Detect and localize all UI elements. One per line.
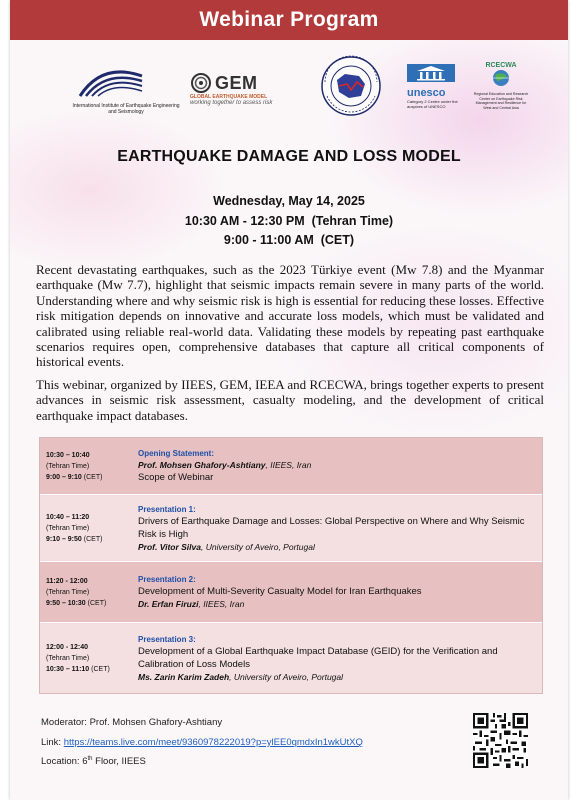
time-cell: [40, 562, 138, 622]
gem-tagline: working together to assess risk: [190, 100, 273, 106]
time-cet: 10:30 – 11:10: [46, 665, 90, 673]
speaker-affiliation: , University of Aveiro, Portugal: [200, 541, 315, 552]
time-cet-line: [46, 598, 138, 609]
gem-logo: [190, 72, 290, 106]
presentation-topic: Development of Multi-Severity Casualty Model for Iran Earthquakes: [138, 586, 422, 597]
time-cell: [40, 495, 138, 561]
time-zone-cet: (CET): [91, 665, 110, 673]
iiees-caption: International Institute of Earthquake Engineering and Seismology: [72, 103, 180, 115]
time-cell: [40, 623, 138, 693]
rcecwa-logo: [473, 62, 529, 110]
teams-meeting-link[interactable]: https://teams.live.com/meet/9360978222019?p=ylEE0qmdxIn1wkUtXQ: [63, 737, 363, 748]
time-cet-line: [46, 534, 138, 545]
section-label: Opening Statement:: [138, 449, 215, 458]
banner: [10, 0, 568, 40]
time-zone-cet: (CET): [87, 599, 107, 607]
time-cet: 9:50 – 10:30: [46, 599, 86, 607]
speaker-affiliation: , IIEES, Iran: [265, 460, 312, 470]
session-note: Scope of Webinar: [138, 472, 214, 483]
unesco-logo: [407, 64, 463, 109]
rcecwa-globe-icon: [473, 69, 529, 87]
event-time-tehran: 10:30 AM - 12:30 PM (Tehran Time): [184, 213, 394, 228]
section-label: Presentation 3:: [138, 634, 196, 644]
ieea-seal: [315, 54, 387, 118]
section-label: Presentation 1:: [138, 504, 196, 514]
speaker-affiliation: , IIEES, Iran: [198, 599, 245, 609]
location-rest: Floor, IIEES: [92, 756, 146, 768]
speaker-line: [138, 598, 536, 610]
location-ordinal: th: [87, 756, 93, 762]
schedule-row: [40, 623, 542, 693]
webinar-title: EARTHQUAKE DAMAGE AND LOSS MODEL: [117, 148, 461, 165]
banner-title: Webinar Program: [199, 8, 379, 31]
time-zone-tehran: (Tehran Time): [46, 654, 90, 662]
time-cet: 9:10 – 9:50: [46, 535, 82, 543]
time-tehran: 10:30 – 10:40: [46, 451, 90, 459]
speaker-line: [138, 459, 536, 471]
time-cet: 9:00 – 9:10: [46, 473, 82, 481]
speaker-name: Dr. Erfan Firuzi: [138, 599, 199, 609]
speaker-name: Ms. Zarin Karim Zadeh: [138, 671, 230, 682]
time-cet-line: [46, 472, 138, 483]
section-label: Presentation 2:: [138, 575, 196, 584]
content-cell: [138, 623, 542, 693]
ieea-seal-icon: [315, 54, 387, 118]
location-line: [41, 756, 146, 767]
speaker-line: [138, 671, 536, 683]
unesco-wordmark: unesco: [407, 87, 446, 99]
speaker-name: Prof. Vitor Silva: [138, 541, 201, 552]
time-zone-tehran: (Tehran Time): [46, 462, 90, 470]
presentation-topic: Development of a Global Earthquake Impact Database (GEID) for the Verification and Calibration of Loss Models: [138, 645, 498, 670]
link-line: [41, 737, 363, 748]
time-zone-cet: (CET): [83, 473, 103, 481]
intro-paragraph: Recent devastating earthquakes, such as the 2023 Türkiye event (Mw 7.8) and the Myanmar earthquake (Mw 7.7), highlight that seismic impacts remain severe in many parts of the world. Understanding where and why seismic risk is high is essential for reducing these losses. Effective risk mitigation depends on innovative and accurate loss models, which must be validated and calibrated using reliable real-world data. Validating these models by repeating past earthquake scenarios requires open, comprehensive databases that capture all critical components of historical events.: [36, 262, 544, 370]
speaker-affiliation: , University of Aveiro, Portugal: [229, 671, 344, 682]
content-cell: [138, 495, 542, 561]
moderator-line: Moderator: Prof. Mohsen Ghafory-Ashtiany: [41, 717, 223, 728]
time-cet-line: [46, 664, 138, 675]
iiees-logo: [72, 66, 180, 115]
time-tehran: 12:00 - 12:40: [46, 643, 89, 651]
time-zone-tehran: (Tehran Time): [46, 588, 90, 596]
speaker-line: [138, 541, 536, 553]
schedule-row: [40, 495, 542, 562]
schedule-row: [40, 562, 542, 623]
time-tehran: 10:40 – 11:20: [46, 513, 90, 521]
rcecwa-wordmark: RCECWA: [485, 62, 517, 69]
qr-code-icon[interactable]: [473, 713, 528, 768]
unesco-temple-icon: [407, 64, 455, 82]
event-date: Wednesday, May 14, 2025: [213, 194, 365, 208]
iiees-emblem-icon: [72, 66, 180, 98]
gem-circle-icon: [190, 72, 212, 94]
schedule-row: [40, 438, 542, 495]
organizers-paragraph: This webinar, organized by IIEES, GEM, IEEA and RCECWA, brings together experts to present advances in seismic risk assessment, casualty modeling, and the development of critical earthquake impact databases.: [36, 377, 544, 423]
unesco-caption: Category 2 Centre under the auspices of UNESCO: [407, 99, 458, 109]
schedule-table: [39, 437, 543, 694]
link-label: Link:: [41, 737, 64, 748]
time-zone-tehran: (Tehran Time): [46, 524, 90, 532]
content-cell: [138, 438, 542, 494]
gem-wordmark: GEM: [215, 72, 258, 93]
event-time-cet: 9:00 - 11:00 AM (CET): [223, 233, 355, 247]
webinar-flyer: [10, 0, 568, 800]
location-label: Location: 6: [41, 756, 88, 768]
time-cell: [40, 438, 138, 494]
rcecwa-caption: Regional Education and Research Center on Earthquake Risk Management and Resilience for West and Central Asia: [473, 92, 529, 110]
logo-strip: [10, 58, 568, 118]
presentation-topic: Drivers of Earthquake Damage and Losses: Global Perspective on Where and Why Seismic Risk is High: [138, 515, 525, 540]
gem-subtitle: GLOBAL EARTHQUAKE MODEL: [190, 94, 268, 100]
date-time-block: [10, 192, 568, 251]
time-zone-cet: (CET): [83, 535, 103, 543]
speaker-name: Prof. Mohsen Ghafory-Ashtiany: [138, 460, 266, 470]
content-cell: [138, 562, 542, 622]
time-tehran: 11:20 - 12:00: [46, 577, 88, 585]
